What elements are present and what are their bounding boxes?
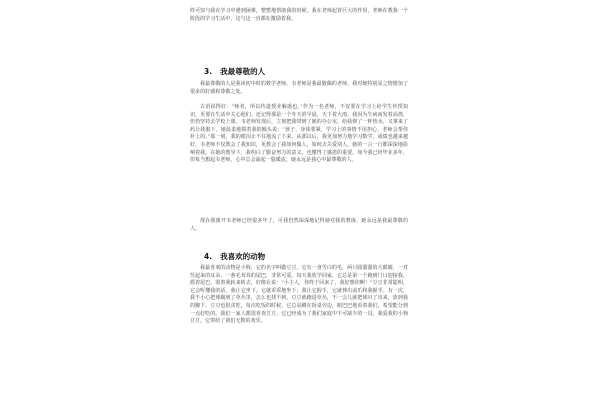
section-number: 3. — [204, 67, 213, 76]
section-number: 4. — [204, 252, 213, 261]
intro-paragraph: 终可知与我在学习中遇到困难，整整地帮助我的时候。我在老师起着巨大的作用，老师在教我一个阶段的学习生活中，这与这一直都在激励着我。 — [190, 8, 408, 22]
section-heading-3 — [204, 66, 265, 77]
section-3-paragraph-1: 我最尊敬的人是我读初中时的数学老师，韦老师是我最敬佩的老师，我对她特别是之情增加了很多的好感和尊敬之处。 — [190, 81, 408, 95]
section-title: 我最尊敬的人 — [220, 67, 266, 76]
section-heading-4 — [204, 251, 265, 262]
section-4-paragraph-1: 我最喜欢的动物是小狗，它的名字叫做豆豆，它有一身雪白的毛，两只圆溜溜的大眼睛，一对竖起来的耳朵，一条毛茸茸的尾巴，非常可爱。每天我放学回家，它总是第一个跑到门口迎接我，摇着尾巴，围着我转来转去，好像在说：“小主人，你终于回来了，我好想你啊！”豆豆非常聪明，它会听懂我的话，我让它坐下，它就乖乖地坐下；我让它握手，它就伸出前爪和我握手。有一次，我不小心把球踢到了草丛里，怎么也找不到，豆豆就跑进草丛，不一会儿就把球叼了出来，放到我的脚下。豆豆也很贪吃，每次吃饭的时候，它总是蹲在饭桌旁边，眼巴巴地看着我们，希望能分到一点好吃的。我们一家人都很喜欢豆豆，它已经成为了我们家庭中不可缺少的一员。我爱我的小狗豆豆，它带给了我们无数的欢乐。 — [190, 265, 408, 325]
page-bottom-edge — [0, 380, 600, 400]
section-3-paragraph-3: 现在我离开韦老师已经很多年了，可我仍然深深地记得她对我的教诲，她永远是我最尊敬的人。 — [190, 218, 408, 232]
section-title: 我喜欢的动物 — [220, 252, 266, 261]
section-3-paragraph-2: 古语说得好：“师者，所以传道授业解惑也。”作为一名老师，不仅要在学习上给学生传授知识，更要在生活中关心他们。还记得那是一个冬天的早晨，天下着大雨，我因为生病而发着高烧，但仍坚持去学校上课。韦老师发现后，立刻把我带到了她的办公室，给我倒了一杯热水，又拿来了药让我服下。她温柔地摸着我的额头说：“孩子，身体要紧，学习上的事情不用担心，老师会帮你补上的。”那一刻，我的眼泪止不住地流了下来。从那以后，我更加努力地学习数学，成绩也越来越好。韦老师不仅教会了我知识，更教会了我如何做人，如何去关爱别人，她的一言一行都深深地影响着我。在她的教导下，我明白了勤奋努力的意义，也懂得了感恩的重要。如今我已经毕业多年，但每当想起韦老师，心中总会涌起一股暖流，她永远是我心中最尊敬的人。 — [190, 104, 408, 164]
